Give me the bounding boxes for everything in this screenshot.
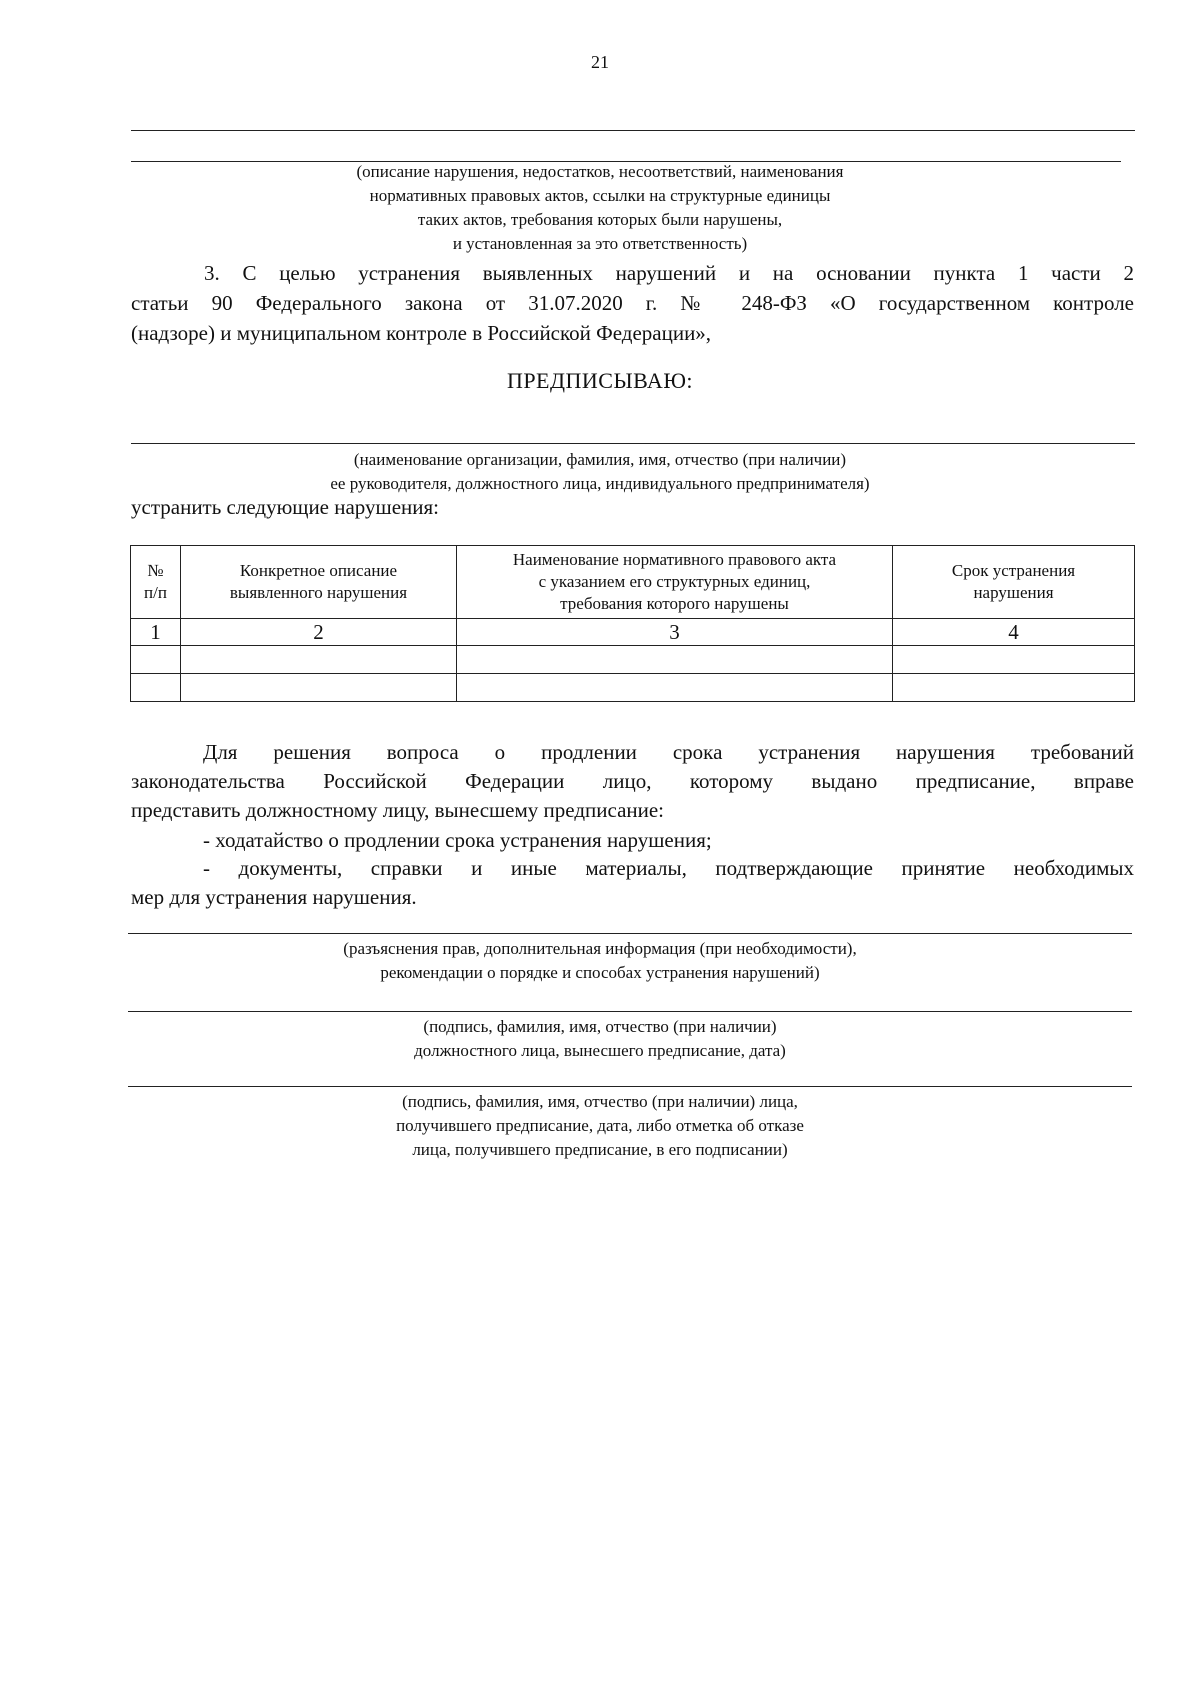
table-cell [893, 646, 1135, 674]
page-number: 21 [591, 52, 609, 72]
column-number-1: 1 [131, 619, 181, 646]
extension-paragraph: Для решения вопроса о продлении срока устранения нарушения требований законодательства Российской Федерации лицо, которому выдано предписание, вправе представить должностному лицу, вынесшему предписание: [131, 740, 1134, 822]
recipient-signature-caption: (подпись, фамилия, имя, отчество (при наличии) лица, получившего предписание, дата, либо отметка об отказе лица, получившего предписание, в его подписании) [396, 1092, 804, 1159]
official-signature-caption: (подпись, фамилия, имя, отчество (при наличии) должностного лица, вынесшего предписание, дата) [414, 1017, 786, 1060]
bullet-documents: - документы, справки и иные материалы, подтверждающие принятие необходимых мер для устранения нарушения. [131, 856, 1134, 909]
table-header-row [131, 546, 1135, 619]
table-cell [181, 674, 457, 702]
table-cell [131, 646, 181, 674]
table-cell [457, 646, 893, 674]
table-cell [181, 646, 457, 674]
violation-caption: (описание нарушения, недостатков, несоответствий, наименования нормативных правовых актов, ссылки на структурные единицы таких актов, требования которых были нарушены, и установленная за это ответственность) [356, 162, 844, 253]
table-number-row [131, 619, 1135, 646]
item-3-paragraph: 3. С целью устранения выявленных нарушений и на основании пункта 1 части 2 статьи 90 Федерального закона от 31.07.2020 г. № 248-ФЗ «О государственном контроле (надзоре) и муниципальном контроле в Российской Федерации», [131, 261, 1134, 345]
column-number-3: 3 [457, 619, 893, 646]
rights-caption: (разъяснения прав, дополнительная информация (при необходимости), рекомендации о порядке и способах устранения нарушений) [343, 939, 857, 982]
addressee-line [131, 443, 1135, 444]
rights-line [128, 933, 1132, 934]
table-cell [893, 674, 1135, 702]
header-number: № п/п [131, 546, 181, 619]
violations-table [130, 545, 1135, 702]
table-cell [457, 674, 893, 702]
header-deadline: Срок устранения нарушения [893, 546, 1135, 619]
table-row [131, 646, 1135, 674]
header-legal-act: Наименование нормативного правового акта с указанием его структурных единиц, требования которого нарушены [457, 546, 893, 619]
column-number-4: 4 [893, 619, 1135, 646]
column-number-2: 2 [181, 619, 457, 646]
order-heading: ПРЕДПИСЫВАЮ: [506, 368, 694, 393]
addressee-caption: (наименование организации, фамилия, имя, отчество (при наличии) ее руководителя, должностного лица, индивидуального предпринимателя) [330, 450, 870, 493]
table-row [131, 674, 1135, 702]
header-description: Конкретное описание выявленного нарушения [181, 546, 457, 619]
official-signature-line [128, 1011, 1132, 1012]
violation-line-1 [131, 130, 1135, 131]
recipient-signature-line [128, 1086, 1132, 1087]
eliminate-text: устранить следующие нарушения: [131, 495, 439, 519]
table-cell [131, 674, 181, 702]
bullet-petition: - ходатайство о продлении срока устранения нарушения; [203, 828, 712, 852]
